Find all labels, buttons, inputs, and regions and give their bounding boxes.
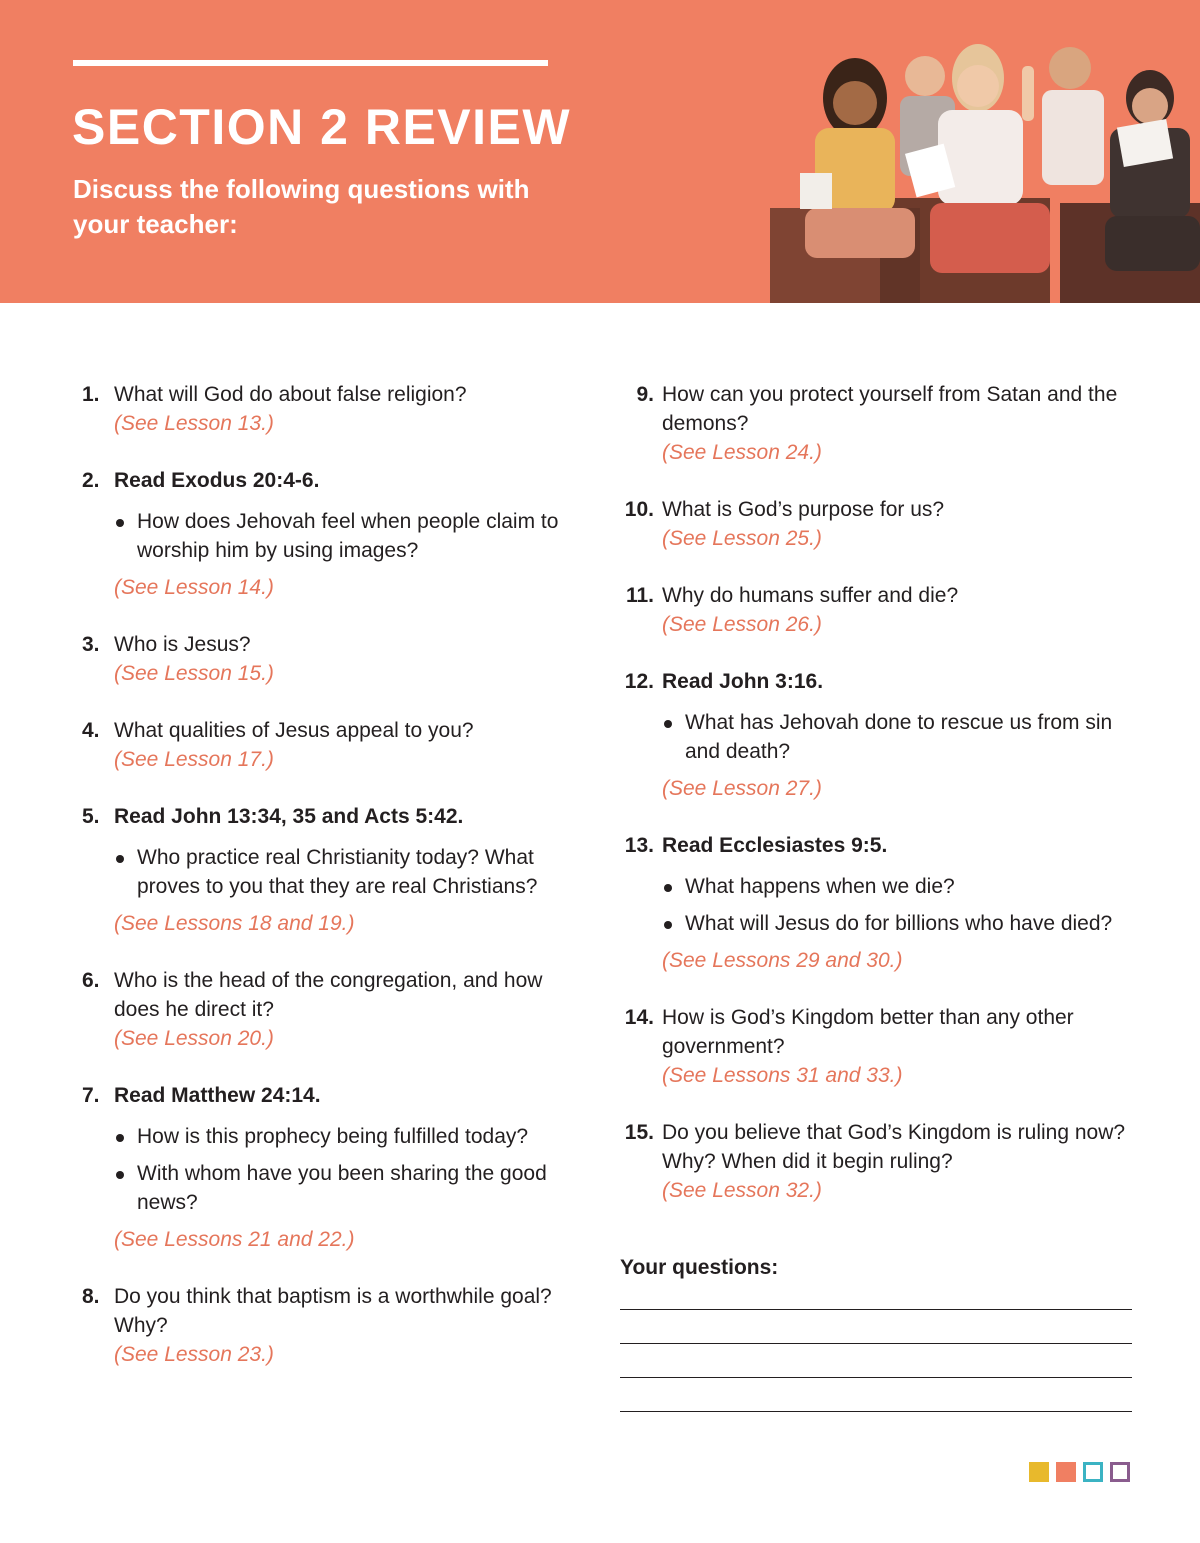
lesson-reference: (See Lesson 14.) (114, 576, 274, 599)
question-item (618, 667, 1138, 803)
question-number: 4. (82, 719, 100, 742)
bullet-item: What will Jesus do for billions who have died? (662, 909, 1138, 938)
question-item (82, 802, 582, 938)
question-text: What is God’s purpose for us? (662, 498, 945, 521)
bullet-item: How does Jehovah feel when people claim to worship him by using images? (114, 507, 582, 565)
question-text: Read Exodus 20:4-6. (114, 469, 320, 492)
answer-line (620, 1411, 1132, 1412)
bullet-list (114, 1122, 582, 1217)
question-text: What qualities of Jesus appeal to you? (114, 719, 474, 742)
question-text: How can you protect yourself from Satan and the demons? (662, 383, 1118, 435)
question-heading (82, 380, 582, 409)
lesson-reference: (See Lesson 23.) (114, 1343, 274, 1366)
question-text: Why do humans suffer and die? (662, 584, 959, 607)
question-text: How is God’s Kingdom better than any other government? (662, 1006, 1074, 1058)
square-yellow (1029, 1462, 1049, 1482)
lesson-reference: (See Lessons 31 and 33.) (662, 1064, 903, 1087)
question-heading (82, 802, 582, 831)
question-number: 15. (624, 1121, 654, 1144)
bullet-item: With whom have you been sharing the good news? (114, 1159, 582, 1217)
question-item (618, 1003, 1138, 1090)
lesson-reference: (See Lesson 17.) (114, 748, 274, 771)
questions-right-column (618, 380, 1138, 1233)
page-subtitle: Discuss the following questions with your teacher: (73, 174, 530, 239)
question-item (82, 466, 582, 602)
question-number: 11. (625, 584, 654, 607)
question-body (618, 872, 1138, 975)
question-body (82, 745, 582, 774)
lesson-reference: (See Lessons 18 and 19.) (114, 912, 355, 935)
lesson-reference: (See Lesson 15.) (114, 662, 274, 685)
page-title: SECTION 2 REVIEW (72, 99, 572, 155)
question-heading (82, 1081, 582, 1110)
lesson-reference: (See Lesson 26.) (662, 613, 822, 636)
question-body (82, 507, 582, 602)
question-number: 9. (636, 383, 654, 406)
question-text: What will God do about false religion? (114, 383, 467, 406)
question-text: Who is Jesus? (114, 633, 251, 656)
bullet-list (114, 843, 582, 901)
section-indicator (1029, 1462, 1130, 1482)
question-heading (618, 1118, 1138, 1176)
question-body (618, 610, 1138, 639)
question-item (82, 966, 582, 1053)
question-body (618, 1176, 1138, 1205)
question-heading (82, 630, 582, 659)
lesson-reference: (See Lesson 24.) (662, 441, 822, 464)
question-body (82, 843, 582, 938)
lesson-reference: (See Lesson 20.) (114, 1027, 274, 1050)
lesson-reference: (See Lessons 29 and 30.) (662, 949, 903, 972)
question-text: Do you believe that God’s Kingdom is ruling now? Why? When did it begin ruling? (662, 1121, 1126, 1173)
question-body (618, 708, 1138, 803)
question-item (618, 495, 1138, 553)
bullet-item: Who practice real Christianity today? What proves to you that they are real Christians? (114, 843, 582, 901)
header-banner (0, 0, 1200, 303)
answer-line (620, 1377, 1132, 1378)
question-item (82, 630, 582, 688)
question-number: 5. (82, 805, 100, 828)
header-rule (73, 60, 548, 66)
question-body (82, 409, 582, 438)
question-text: Read John 3:16. (662, 670, 824, 693)
answer-line (620, 1309, 1132, 1310)
question-number: 3. (82, 633, 100, 656)
question-body (618, 1061, 1138, 1090)
question-heading (618, 667, 1138, 696)
question-number: 10. (624, 498, 654, 521)
question-heading (82, 716, 582, 745)
students-illustration (760, 28, 1200, 303)
question-number: 14. (624, 1006, 654, 1029)
bullet-item: What has Jehovah done to rescue us from sin and death? (662, 708, 1138, 766)
question-number: 6. (82, 969, 100, 992)
lesson-reference: (See Lesson 13.) (114, 412, 274, 435)
question-heading (618, 380, 1138, 438)
question-text: Who is the head of the congregation, and how does he direct it? (114, 969, 543, 1021)
question-body (618, 438, 1138, 467)
question-heading (82, 1282, 582, 1340)
lesson-reference: (See Lesson 27.) (662, 777, 822, 800)
question-heading (618, 831, 1138, 860)
question-heading (82, 466, 582, 495)
question-item (82, 1081, 582, 1254)
bullet-item: What happens when we die? (662, 872, 1138, 901)
question-number: 8. (82, 1285, 100, 1308)
square-coral (1056, 1462, 1076, 1482)
your-questions-label: Your questions: (620, 1256, 779, 1279)
question-item (618, 581, 1138, 639)
lesson-reference: (See Lessons 21 and 22.) (114, 1228, 355, 1251)
question-body (82, 1024, 582, 1053)
answer-line (620, 1343, 1132, 1344)
question-item (618, 1118, 1138, 1205)
question-item (82, 1282, 582, 1369)
bullet-item: How is this prophecy being fulfilled today? (114, 1122, 582, 1151)
question-body (82, 1340, 582, 1369)
square-teal-outline (1083, 1462, 1103, 1482)
lesson-reference: (See Lesson 32.) (662, 1179, 822, 1202)
question-item (618, 831, 1138, 975)
question-text: Do you think that baptism is a worthwhile goal? Why? (114, 1285, 552, 1337)
question-heading (618, 1003, 1138, 1061)
bullet-list (662, 708, 1138, 766)
question-number: 7. (82, 1084, 100, 1107)
question-heading (618, 495, 1138, 524)
question-body (82, 659, 582, 688)
question-item (618, 380, 1138, 467)
question-item (82, 380, 582, 438)
bullet-list (114, 507, 582, 565)
question-number: 13. (624, 834, 654, 857)
question-text: Read John 13:34, 35 and Acts 5:42. (114, 805, 464, 828)
question-heading (618, 581, 1138, 610)
lesson-reference: (See Lesson 25.) (662, 527, 822, 550)
bullet-list (662, 872, 1138, 938)
questions-left-column (82, 380, 582, 1397)
square-purple-outline (1110, 1462, 1130, 1482)
question-text: Read Matthew 24:14. (114, 1084, 321, 1107)
question-text: Read Ecclesiastes 9:5. (662, 834, 888, 857)
question-heading (82, 966, 582, 1024)
question-number: 12. (624, 670, 654, 693)
question-number: 1. (82, 383, 100, 406)
question-item (82, 716, 582, 774)
question-body (618, 524, 1138, 553)
question-body (82, 1122, 582, 1254)
question-number: 2. (82, 469, 100, 492)
